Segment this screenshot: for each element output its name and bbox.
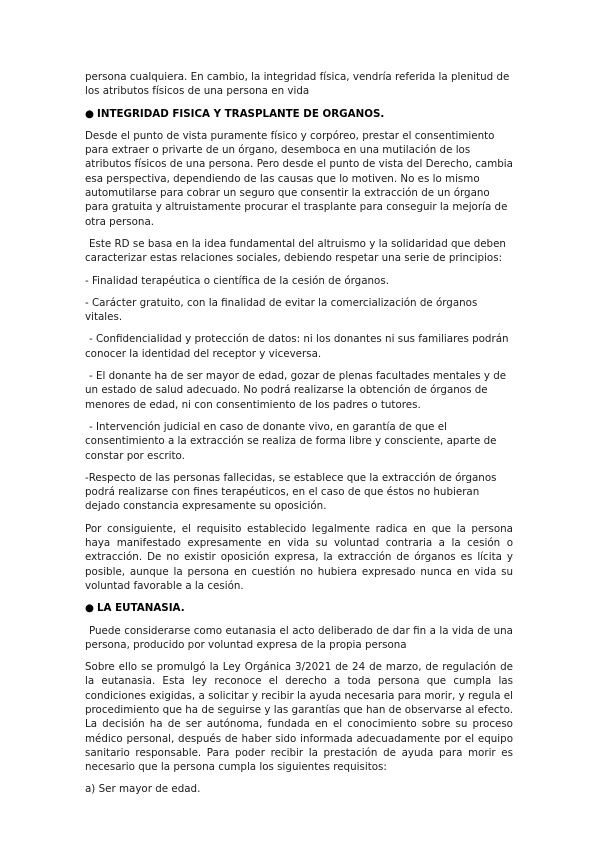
- paragraph-punto-de-vista: Desde el punto de vista puramente físico y corpóreo, prestar el consentimiento para extraer o privarte de un órgano, desemboca en una mutilación de los atributos físicos de una persona. Pero desde el punto de vista del Derecho, cambia esa perspectiva, dependiendo de las causas que lo motiven. No es lo mismo automutilarse para cobrar un seguro que consentir la extracción de un órgano para gratuita y altruistamente procurar el trasplante para conseguir la mejoría de otra persona.: [85, 129, 513, 228]
- paragraph-ley-organica: Sobre ello se promulgó la Ley Orgánica 3/2021 de 24 de marzo, de regulación de la eutanasia. Esta ley reconoce el derecho a toda persona que cumpla las condiciones exigidas, a solicitar y recibir la ayuda necesaria para morir, y regula el procedimiento que ha de seguirse y las garantías que han de observarse al efecto. La decisión ha de ser autónoma, fundada en el conocimiento sobre su proceso médico personal, después de haber sido informada adecuadamente por el equipo sanitario responsable. Para poder recibir la prestación de ayuda para morir es necesario que la persona cumpla los siguientes requisitos:: [85, 661, 513, 774]
- principle-mayor-edad: - El donante ha de ser mayor de edad, gozar de plenas facultades mentales y de un estado de salud adecuado. No podrá realizarse la obtención de órganos de menores de edad, ni con consentimiento de los padres o tutores.: [85, 370, 507, 411]
- bullet-icon: ●: [85, 602, 94, 615]
- principle-intervencion-judicial: - Intervención judicial en caso de donante vivo, en garantía de que el consentimiento a la extracción se realiza de forma libre y consciente, aparte de constar por escrito.: [85, 420, 497, 462]
- principle-gratuito: - Carácter gratuito, con la finalidad de evitar la comercialización de órganos vitales.: [85, 296, 478, 324]
- paragraph-por-consiguiente: Por consiguiente, el requisito establecido legalmente radica en que la persona haya manifestado expresamente en vida su voluntad contraria a la cesión o extracción. De no existir oposición expresa, la extracción de órganos es lícita y posible, aunque la persona en cuestión no hubiera expresado nunca en vida su voluntad favorable a la cesión.: [85, 522, 513, 592]
- paragraph-rd-altruismo: Este RD se basa en la idea fundamental del altruismo y la solidaridad que deben caracterizar estas relaciones sociales, debiendo respetar una serie de principios:: [85, 237, 506, 265]
- principle-personas-fallecidas: -Respecto de las personas fallecidas, se establece que la extracción de órganos podrá realizarse con fines terapéuticos, en el caso de que éstos no hubieran dejado constancia expresamente su oposición.: [85, 471, 497, 513]
- heading-text: LA EUTANASIA.: [97, 602, 185, 615]
- heading-text: INTEGRIDAD FISICA Y TRASPLANTE DE ORGANOS.: [97, 107, 385, 120]
- bullet-icon: ●: [85, 107, 94, 120]
- paragraph-eutanasia-definicion: Puede considerarse como eutanasia el acto deliberado de dar fin a la vida de una persona, producido por voluntad expresa de la propia persona: [85, 624, 513, 651]
- paragraph-integridad-intro: persona cualquiera. En cambio, la integridad física, vendría referida la plenitud de los atributos físicos de una persona en vida: [85, 71, 510, 98]
- principle-finalidad: - Finalidad terapéutica o científica de la cesión de órganos.: [85, 274, 389, 287]
- heading-integridad-trasplante: [85, 107, 513, 121]
- document-page: [85, 70, 513, 805]
- heading-eutanasia: [85, 601, 513, 615]
- principle-confidencialidad: - Confidencialidad y protección de datos: ni los donantes ni sus familiares podrán conocer la identidad del receptor y viceversa.: [85, 333, 509, 360]
- requirement-mayor-edad: a) Ser mayor de edad.: [85, 783, 201, 796]
